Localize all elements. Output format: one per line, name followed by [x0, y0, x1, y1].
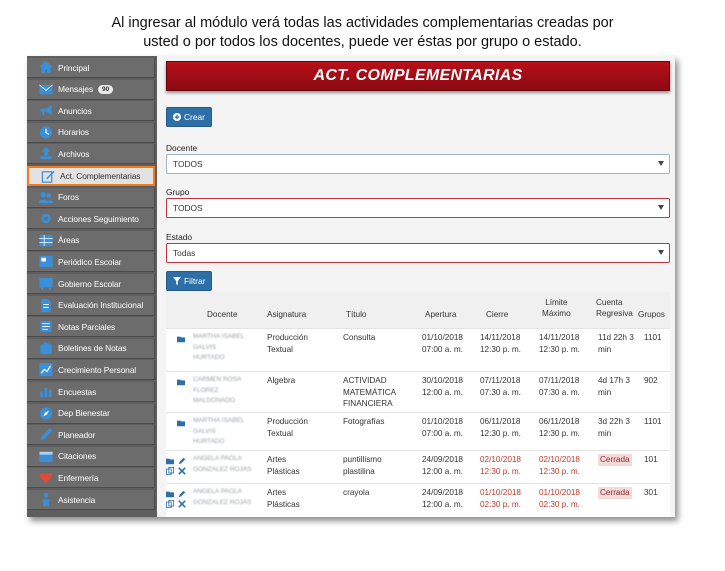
sidebar-nav [27, 56, 157, 517]
estado-label: Estado [166, 232, 193, 242]
titulo-line: puntillismo [343, 455, 382, 464]
header-regresiva: Regresiva [596, 309, 633, 318]
calendar-icon [37, 448, 55, 464]
titulo-line: Consulta [343, 333, 376, 342]
sidebar-item-citaciones[interactable] [27, 447, 155, 467]
grupo-label: Grupo [166, 187, 190, 197]
asignatura-line: Textual [267, 428, 293, 438]
sidebar-item-horarios[interactable] [27, 123, 155, 143]
grupo-select[interactable] [166, 198, 670, 218]
sidebar-item-label: Enfermería [58, 472, 99, 483]
titulo [343, 487, 369, 499]
sidebar-item-label: Notas Parciales [58, 321, 116, 332]
caption-line-1: Al ingresar al módulo verá todas las actividades complementarias creadas por [111, 15, 614, 31]
header-limite-maximo [542, 297, 571, 319]
sidebar-item-periodico-escolar[interactable] [27, 252, 155, 272]
cierre-line: 06/11/2018 [480, 417, 521, 426]
asignatura-line: Plásticas [267, 466, 300, 476]
titulo-line: crayola [343, 488, 370, 497]
titulo-line: plastilina [343, 466, 375, 476]
apertura [422, 416, 463, 439]
apertura-line: 12:00 a. m. [422, 387, 463, 397]
sidebar-item-label: Encuestas [58, 386, 97, 397]
table-row[interactable] [166, 371, 670, 412]
asignatura [267, 332, 308, 355]
folder-open-icon[interactable] [177, 419, 185, 427]
table-row[interactable] [166, 483, 670, 517]
cierre-line: 14/11/2018 [480, 333, 521, 342]
sidebar-item-archivos[interactable] [27, 144, 155, 164]
estado-select-value: Todas [173, 248, 196, 258]
limite-maximo-line: 02:30 p. m. [539, 499, 580, 509]
asignatura [267, 487, 300, 510]
sidebar-item-crecimiento-personal[interactable] [27, 360, 155, 380]
docente-name-line: MARTHA ISABEL [193, 417, 245, 424]
envelope-icon [37, 81, 55, 97]
docente-select[interactable] [166, 154, 670, 174]
apertura-line: 12:00 a. m. [422, 499, 463, 509]
asignatura [267, 454, 300, 477]
person-icon [37, 492, 55, 508]
edit-icon [39, 168, 57, 184]
table-icon [37, 232, 55, 248]
folder-open-icon[interactable] [177, 335, 185, 343]
sidebar-item-label: Boletines de Notas [58, 343, 127, 354]
sidebar-item-label: Planeador [58, 429, 96, 440]
users-icon [37, 189, 55, 205]
apertura [422, 454, 463, 477]
chart-icon [37, 362, 55, 378]
docente-name-line: ANGELA PAOLA [193, 455, 243, 462]
table-row[interactable] [166, 412, 670, 450]
sidebar-item-foros[interactable] [27, 188, 155, 208]
cuenta-regresiva-line: min [598, 428, 612, 438]
document-icon [37, 297, 55, 313]
sidebar-item-evaluacion-institucional[interactable] [27, 296, 155, 316]
limite-maximo [539, 332, 580, 355]
sidebar-item-mensajes[interactable] [27, 80, 155, 100]
cierre [480, 375, 521, 398]
cuenta-regresiva-line: Cerrada [600, 455, 630, 464]
docente-name-line: CARMEN ROSA [193, 376, 242, 383]
sidebar-item-label: Áreas [58, 235, 80, 246]
header-asignatura: Asignatura [267, 310, 307, 319]
docente-name-line: HURTADO [193, 354, 225, 361]
limite-maximo-line: 12:30 p. m. [539, 466, 580, 476]
apertura [422, 487, 463, 510]
upload-icon [37, 146, 55, 162]
apertura-line: 01/10/2018 [422, 417, 463, 426]
apertura-line: 24/09/2018 [422, 455, 463, 464]
sidebar-item-label: Asistencia [58, 494, 96, 505]
docente-name [193, 375, 241, 407]
sidebar-item-dep-bienestar[interactable] [27, 404, 155, 424]
create-button[interactable] [166, 107, 212, 127]
gear-icon [37, 211, 55, 227]
clock-icon [37, 124, 55, 140]
limite-maximo [539, 375, 580, 398]
sidebar-item-label: Foros [58, 192, 79, 203]
header-grupos: Grupos [638, 310, 665, 319]
sidebar-item-principal[interactable] [27, 58, 155, 78]
limite-maximo-line: 14/11/2018 [539, 333, 580, 342]
sidebar-item-encuestas[interactable] [27, 382, 155, 402]
limite-maximo-line: 07:30 a. m. [539, 387, 580, 397]
limite-maximo [539, 454, 580, 477]
cierre-line: 12:30 p. m. [480, 466, 521, 476]
sidebar-item-label: Anuncios [58, 105, 92, 116]
header-cierre: Cierre [486, 310, 509, 319]
copy-icon[interactable] [166, 467, 174, 475]
building-icon [37, 340, 55, 356]
docente-name [193, 416, 245, 448]
cuenta-regresiva [598, 454, 632, 466]
create-button-label: Crear [184, 112, 205, 122]
page-title: ACT. COMPLEMENTARIAS [313, 67, 523, 84]
apertura-line: 07:00 a. m. [422, 428, 463, 438]
docente-name [193, 487, 252, 508]
grupo-select-value: TODOS [173, 203, 203, 213]
sidebar-item-anuncios[interactable] [27, 101, 155, 121]
page-title-banner [166, 61, 670, 91]
grupos: 1101 [644, 417, 662, 426]
limite-maximo-line: 07/11/2018 [539, 376, 580, 385]
limite-maximo-line: 12:30 p. m. [539, 344, 580, 354]
docente-name-line: GONZALEZ ROJAS [193, 465, 252, 473]
limite-maximo [539, 487, 580, 510]
sidebar-item-asistencia[interactable] [27, 490, 155, 510]
asignatura-line: Artes [267, 488, 287, 497]
chevron-down-icon [658, 161, 664, 166]
table-row[interactable] [166, 450, 670, 483]
header-cuenta-regresiva [596, 297, 633, 319]
cierre-line: 12:30 p. m. [480, 344, 521, 354]
sidebar-item-label: Evaluación Institucional [58, 300, 144, 311]
cuenta-regresiva-line: min [598, 387, 612, 397]
header-docente: Docente [207, 310, 238, 319]
cierre [480, 416, 521, 439]
cierre [480, 332, 521, 355]
grupos: 101 [644, 455, 658, 464]
cuenta-regresiva [598, 416, 630, 439]
pen-icon [37, 427, 55, 443]
cuenta-regresiva [598, 375, 630, 398]
asignatura-line: Producción [267, 417, 308, 426]
docente-name-line: GONZALEZ ROJAS [193, 498, 252, 506]
folder-open-icon[interactable] [177, 378, 185, 386]
header-apertura: Apertura [425, 310, 457, 319]
filter-button-label: Filtrar [184, 276, 206, 286]
cuenta-regresiva [598, 487, 632, 499]
sidebar-item-acciones-seguimiento[interactable] [27, 209, 155, 229]
limite-maximo-line: 12:30 p. m. [539, 428, 580, 438]
cuenta-regresiva-line: min [598, 344, 612, 354]
docente-name-line: ANGELA PAOLA [193, 488, 243, 495]
chevron-down-icon [658, 250, 664, 255]
plus-circle-icon [173, 113, 181, 121]
compass-icon [37, 405, 55, 421]
sidebar-item-areas[interactable] [27, 231, 155, 251]
cierre [480, 454, 521, 477]
delete-icon[interactable] [178, 500, 186, 508]
apertura-line: 30/10/2018 [422, 376, 463, 385]
bar-chart-icon [37, 384, 55, 400]
sidebar-item-label: Citaciones [58, 451, 97, 462]
asignatura-line: Algebra [267, 376, 296, 385]
row-actions [166, 490, 188, 508]
titulo [343, 416, 384, 428]
asignatura [267, 375, 295, 387]
grupos: 301 [644, 488, 658, 497]
filter-icon [173, 277, 181, 285]
titulo [343, 454, 382, 477]
cierre-line: 07/11/2018 [480, 376, 521, 385]
asignatura [267, 416, 308, 439]
folder-open-icon[interactable] [166, 457, 174, 465]
titulo [343, 375, 396, 410]
apertura-line: 12:00 a. m. [422, 466, 463, 476]
cuenta-regresiva [598, 332, 634, 355]
limite-maximo-line: 01/10/2018 [539, 488, 580, 497]
table-header [166, 292, 670, 328]
instruction-caption [0, 14, 725, 52]
table-row[interactable] [166, 328, 670, 371]
docente-name-line: MARTHA ISABEL [193, 333, 245, 340]
apertura-line: 24/09/2018 [422, 488, 463, 497]
megaphone-icon [37, 103, 55, 119]
heart-icon [37, 470, 55, 486]
apertura [422, 375, 463, 398]
cuenta-regresiva-line: 11d 22h 3 [598, 333, 634, 342]
cierre-line: 02:30 p. m. [480, 499, 521, 509]
docente-name-line: GALVIS [193, 343, 217, 351]
sidebar-item-label: Act. Complementarias [60, 171, 141, 181]
docente-name [193, 454, 252, 475]
apertura-line: 07:00 a. m. [422, 344, 463, 354]
docente-name-line: FLOREZ [193, 386, 219, 394]
sidebar-item-label: Archivos [58, 148, 90, 159]
unread-count-badge: 90 [98, 85, 113, 94]
activities-table [166, 292, 670, 517]
asignatura-line: Textual [267, 344, 293, 354]
sidebar-item-notas-parciales[interactable] [27, 317, 155, 337]
app-screenshot [27, 56, 675, 517]
cierre-line: 12:30 p. m. [480, 428, 521, 438]
chevron-down-icon [658, 205, 664, 210]
newspaper-icon [37, 254, 55, 270]
cuenta-regresiva-line: 4d 17h 3 [598, 376, 630, 385]
header-limite: Límite [545, 298, 568, 307]
sidebar-item-act-complementarias[interactable] [27, 166, 155, 186]
asignatura-line: Producción [267, 333, 308, 342]
docente-name-line: GALVIS [193, 427, 217, 435]
cuenta-regresiva-line: Cerrada [600, 488, 630, 497]
titulo-line: Fotografías [343, 417, 385, 426]
notes-icon [37, 319, 55, 335]
apertura-line: 01/10/2018 [422, 333, 463, 342]
sidebar-item-label: Acciones Seguimiento [58, 213, 139, 224]
docente-name-line: MALDONADO [193, 397, 235, 404]
main-content [157, 56, 675, 517]
titulo-line: MATEMÁTICA [343, 387, 397, 397]
cierre [480, 487, 521, 510]
sidebar-item-label: Dep Bienestar [58, 408, 110, 419]
filter-button[interactable] [166, 271, 212, 291]
sidebar-item-label: Periódico Escolar [58, 256, 122, 267]
sidebar-item-label: Crecimiento Personal [58, 364, 137, 375]
sidebar-item-label: Mensajes [58, 84, 94, 95]
pencil-icon[interactable] [178, 457, 186, 465]
limite-maximo-line: 06/11/2018 [539, 417, 580, 426]
grupos: 1101 [644, 333, 662, 342]
docente-name [193, 332, 245, 364]
sidebar-item-label: Gobierno Escolar [58, 278, 122, 289]
home-icon [37, 60, 55, 76]
titulo-line: ACTIVIDAD [343, 376, 387, 385]
sidebar-item-label: Horarios [58, 127, 89, 138]
docente-select-value: TODOS [173, 159, 203, 169]
copy-icon[interactable] [166, 500, 174, 508]
cierre-line: 07:30 a. m. [480, 387, 521, 397]
header-cuenta: Cuenta [596, 298, 623, 307]
asignatura-line: Plásticas [267, 499, 300, 509]
apertura [422, 332, 463, 355]
limite-maximo [539, 416, 580, 439]
sidebar-item-boletines-de-notas[interactable] [27, 339, 155, 359]
titulo [343, 332, 375, 344]
limite-maximo-line: 02/10/2018 [539, 455, 580, 464]
row-actions [166, 457, 188, 475]
docente-name-line: HURTADO [193, 438, 225, 445]
folder-open-icon[interactable] [166, 490, 174, 498]
docente-label: Docente [166, 143, 198, 153]
sidebar-item-label: Principal [58, 62, 90, 73]
grupos: 902 [644, 376, 658, 385]
caption-line-2: usted o por todos los docentes, puede ver éstas por grupo o estado. [143, 34, 582, 50]
cuenta-regresiva-line: 3d 22h 3 [598, 417, 630, 426]
cierre-line: 01/10/2018 [480, 488, 521, 497]
asignatura-line: Artes [267, 455, 287, 464]
cierre-line: 02/10/2018 [480, 455, 521, 464]
header-titulo: Título [346, 310, 367, 319]
titulo-line: FINANCIERA [343, 399, 393, 408]
header-maximo: Máximo [542, 309, 571, 318]
sidebar-item-gobierno-escolar[interactable] [27, 274, 155, 294]
estado-select[interactable] [166, 243, 670, 263]
sidebar-item-planeador[interactable] [27, 425, 155, 445]
delete-icon[interactable] [178, 467, 186, 475]
pencil-icon[interactable] [178, 490, 186, 498]
board-icon [37, 276, 55, 292]
sidebar-item-enfermeria[interactable] [27, 468, 155, 488]
